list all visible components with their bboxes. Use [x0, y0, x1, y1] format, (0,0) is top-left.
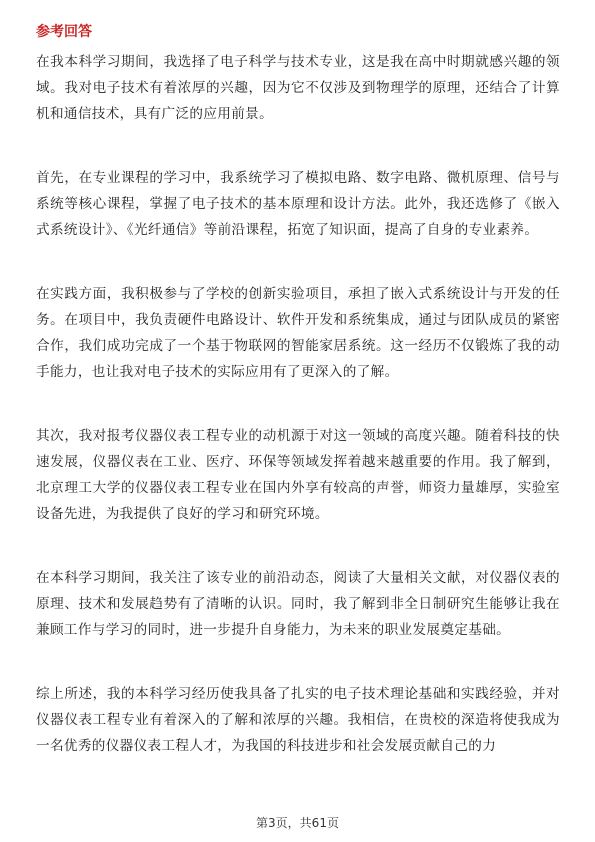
paragraph-4: 其次，我对报考仪器仪表工程专业的动机源于对这一领域的高度兴趣。随着科技的快速发展，仪器仪表在工业、医疗、环保等领域发挥着越来越重要的作用。我了解到，北京理工大学的仪器仪表工程专业在国内外享有较高的声誉，师资力量雄厚，实验室设备先进，为我提供了良好的学习和研究环境。 — [36, 428, 560, 522]
section-heading: 参考回答 — [36, 24, 92, 40]
paragraph-3: 在实践方面，我积极参与了学校的创新实验项目，承担了嵌入式系统设计与开发的任务。在项目中，我负责硬件电路设计、软件开发和系统集成，通过与团队成员的紧密合作，我们成功完成了一个基于物联网的智能家居系统。这一经历不仅锻炼了我的动手能力，也让我对电子技术的实际应用有了更深入的了解。 — [36, 286, 560, 380]
paragraph-1: 在我本科学习期间，我选择了电子科学与技术专业，这是我在高中时期就感兴趣的领域。我对电子技术有着浓厚的兴趣，因为它不仅涉及到物理学的原理，还结合了计算机和通信技术，具有广泛的应用前景。 — [36, 54, 560, 122]
answer-body — [36, 49, 560, 759]
page-number-footer: 第3页，共61页 — [256, 816, 339, 830]
paragraph-6: 综上所述，我的本科学习经历使我具备了扎实的电子技术理论基础和实践经验，并对仪器仪表工程专业有着深入的了解和浓厚的兴趣。我相信，在贵校的深造将使我成为一名优秀的仪器仪表工程人才，为我国的科技进步和社会发展贡献自己的力 — [36, 686, 560, 754]
paragraph-2: 首先，在专业课程的学习中，我系统学习了模拟电路、数字电路、微机原理、信号与系统等核心课程，掌握了电子技术的基本原理和设计方法。此外，我还选修了《嵌入式系统设计》、《光纤通信》等前沿课程，拓宽了知识面，提高了自身的专业素养。 — [36, 170, 560, 238]
paragraph-5: 在本科学习期间，我关注了该专业的前沿动态，阅读了大量相关文献，对仪器仪表的原理、技术和发展趋势有了清晰的认识。同时，我了解到非全日制研究生能够让我在兼顾工作与学习的同时，进一步提升自身能力，为未来的职业发展奠定基础。 — [36, 570, 560, 638]
